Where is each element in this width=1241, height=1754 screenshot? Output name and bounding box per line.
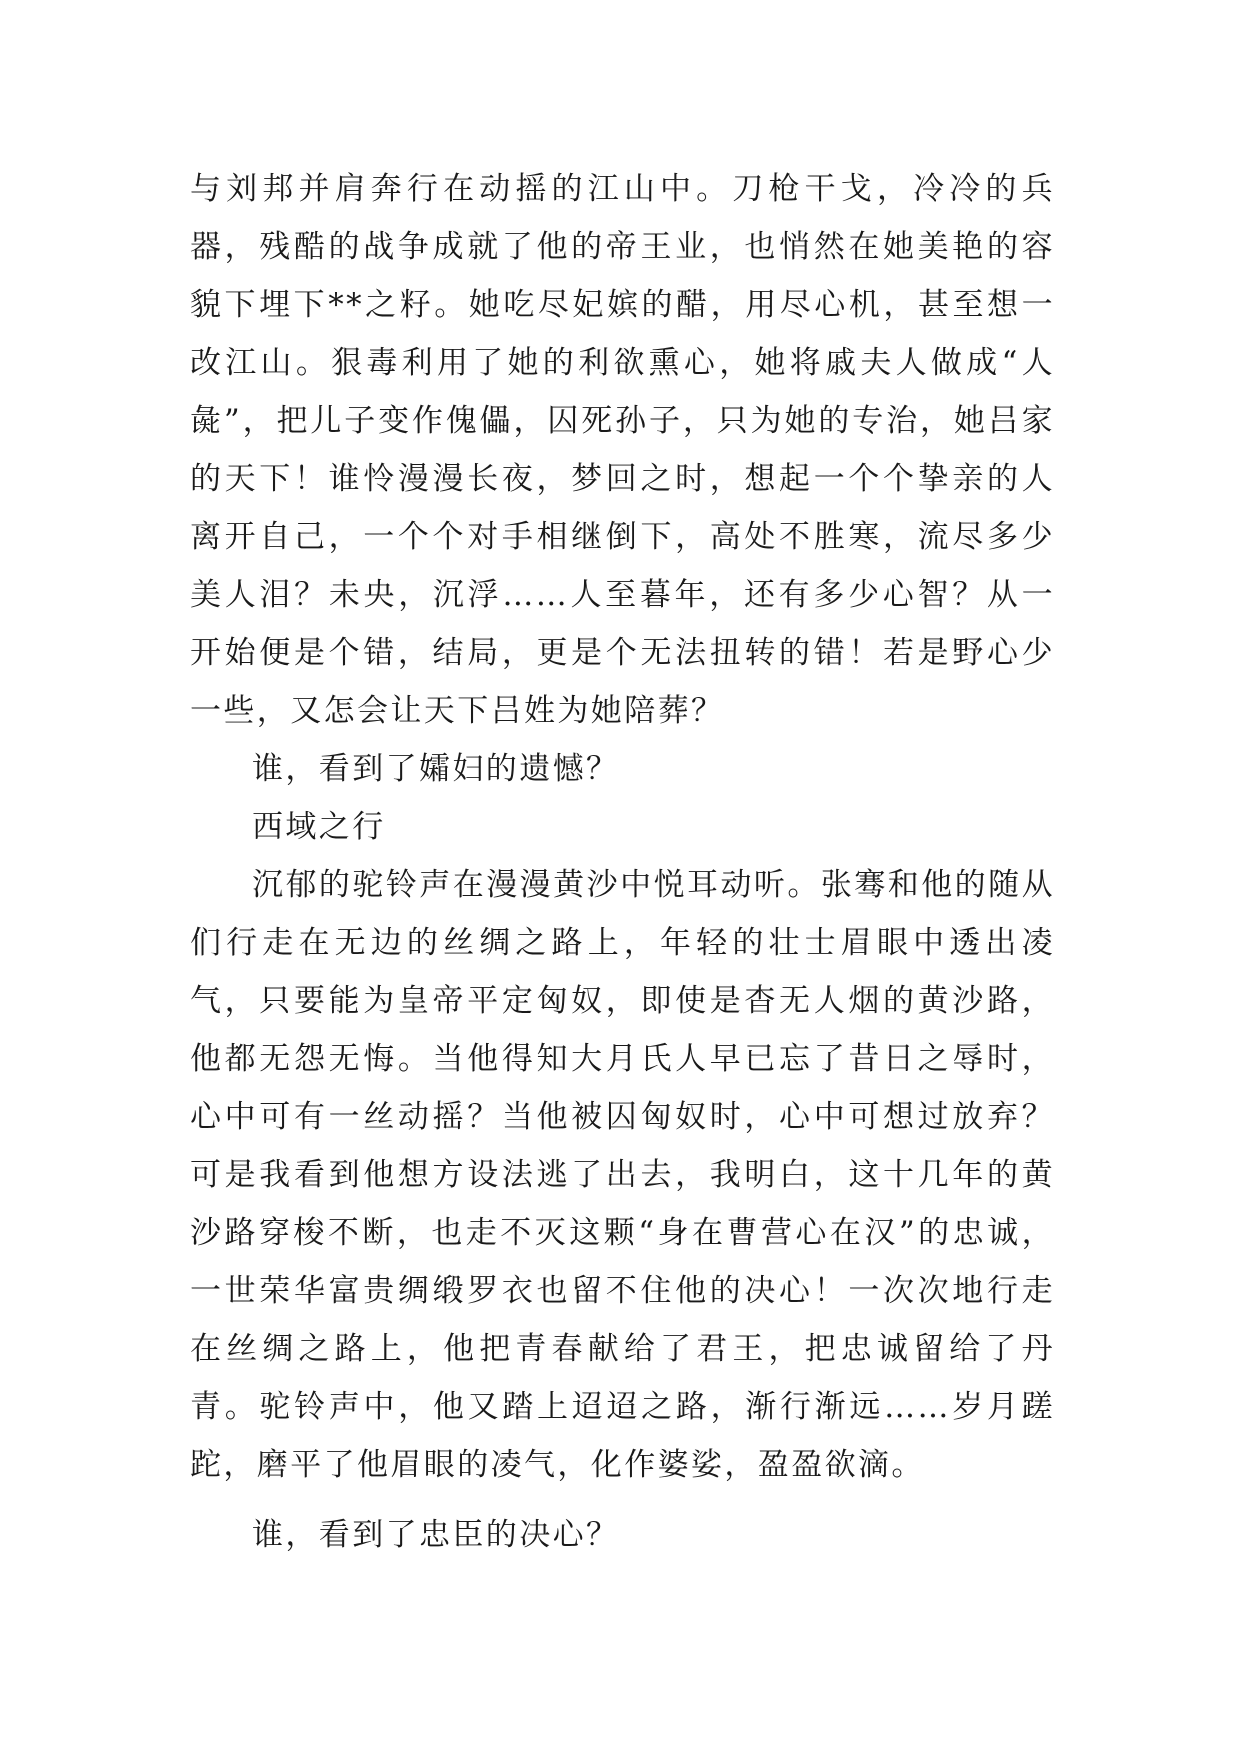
paragraph-empress-lu: 与刘邦并肩奔行在动摇的江山中。刀枪干戈，冷冷的兵器，残酷的战争成就了他的帝王业，也悄然在她美艳的容貌下埋下**之籽。她吃尽妃嫔的醋，用尽心机，甚至想一改江山。狠毒利用了她的利欲熏心，她将戚夫人做成“人彘”，把儿子变作傀儡，囚死孙子，只为她的专治，她吕家的天下！谁怜漫漫长夜，梦回之时，想起一个个挚亲的人离开自己，一个个对手相继倒下，高处不胜寒，流尽多少美人泪？未央，沉浮……人至暮年，还有多少心智？从一开始便是个错，结局，更是个无法扭转的错！若是野心少一些，又怎会让天下吕姓为她陪葬？ bbox=[190, 171, 1055, 729]
section-heading-western-journey: 西域之行 bbox=[252, 809, 386, 845]
document-body bbox=[190, 160, 1055, 1564]
paragraph-widow-regret-question: 谁，看到了孀妇的遗憾？ bbox=[252, 751, 620, 787]
paragraph-zhang-qian: 沉郁的驼铃声在漫漫黄沙中悦耳动听。张骞和他的随从们行走在无边的丝绸之路上，年轻的壮士眉眼中透出凌气，只要能为皇帝平定匈奴，即使是杳无人烟的黄沙路，他都无怨无悔。当他得知大月氏人早已忘了昔日之辱时，心中可有一丝动摇？当他被囚匈奴时，心中可想过放弃？可是我看到他想方设法逃了出去，我明白，这十几年的黄沙路穿梭不断，也走不灭这颗“身在曹营心在汉”的忠诚，一世荣华富贵绸缎罗衣也留不住他的决心！一次次地行走在丝绸之路上，他把青春献给了君王，把忠诚留给了丹青。驼铃声中，他又踏上迢迢之路，渐行渐远……岁月蹉跎，磨平了他眉眼的凌气，化作婆娑，盈盈欲滴。 bbox=[190, 867, 1055, 1483]
paragraph-loyal-minister-question: 谁，看到了忠臣的决心？ bbox=[252, 1517, 620, 1553]
